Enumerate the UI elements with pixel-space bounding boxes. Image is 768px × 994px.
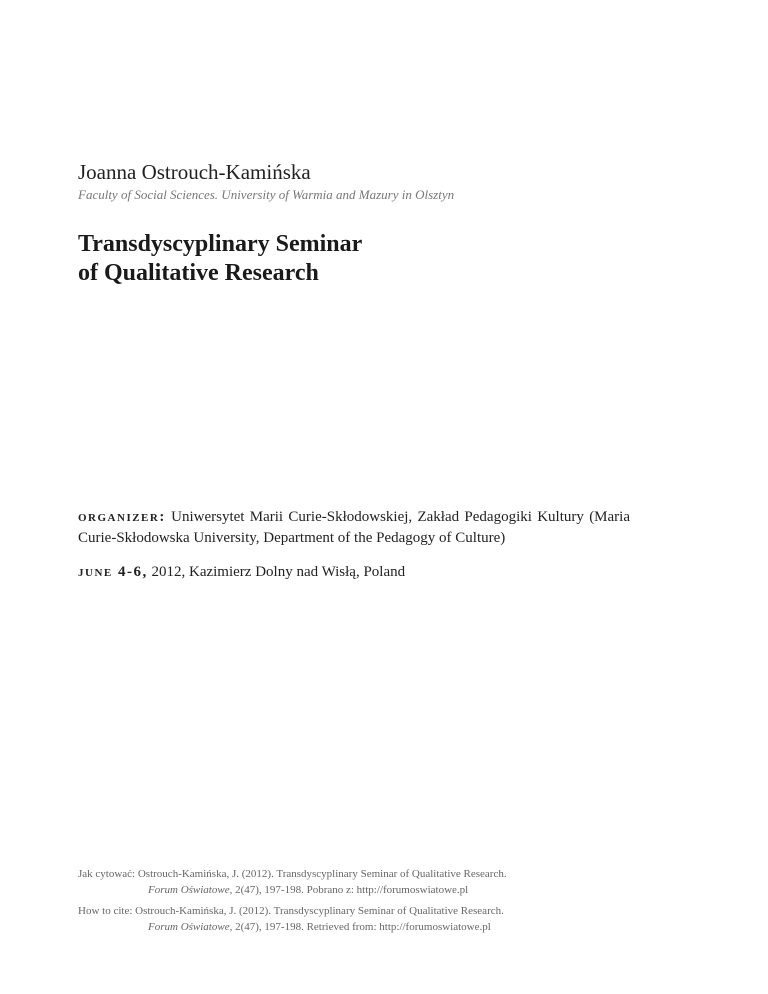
article-title-line-1: Transdyscyplinary Seminar bbox=[78, 231, 363, 257]
citation-polish-prefix: Jak cytować: Ostrouch-Kamińska, J. (2012). Transdyscyplinary Seminar of Qualitative Research. bbox=[78, 868, 507, 880]
author-name: Joanna Ostrouch-Kamińska bbox=[78, 160, 311, 184]
citation-polish-rest: 2(47), 197-198. Pobrano z: http://forumoswiatowe.pl bbox=[235, 884, 469, 896]
article-title bbox=[78, 230, 362, 288]
citation-polish-journal: Forum Oświatowe, bbox=[148, 884, 233, 896]
dates-label: june 4-6, bbox=[78, 564, 148, 580]
article-title-line-2: of Qualitative Research bbox=[78, 260, 319, 286]
citation-english-prefix: How to cite: Ostrouch-Kamińska, J. (2012). Transdyscyplinary Seminar of Qualitative Research. bbox=[78, 905, 504, 917]
organizer-label: organizer: bbox=[78, 509, 166, 525]
organizer-text: Uniwersytet Marii Curie-Skłodowskiej, Zakład Pedagogiki Kultury (Maria Curie-Skłodowska University, Department of the Pedagogy of Culture) bbox=[78, 509, 630, 546]
citation-english-rest: 2(47), 197-198. Retrieved from: http://forumoswiatowe.pl bbox=[235, 921, 491, 933]
dates-text: 2012, Kazimierz Dolny nad Wisłą, Poland bbox=[151, 564, 406, 580]
author-affiliation: Faculty of Social Sciences. University of Warmia and Mazury in Olsztyn bbox=[78, 187, 455, 202]
citation-english-journal: Forum Oświatowe, bbox=[148, 921, 233, 933]
event-dates bbox=[78, 562, 630, 583]
organizer-info bbox=[78, 507, 630, 549]
citation-polish bbox=[78, 866, 507, 898]
citation-english bbox=[78, 903, 504, 935]
